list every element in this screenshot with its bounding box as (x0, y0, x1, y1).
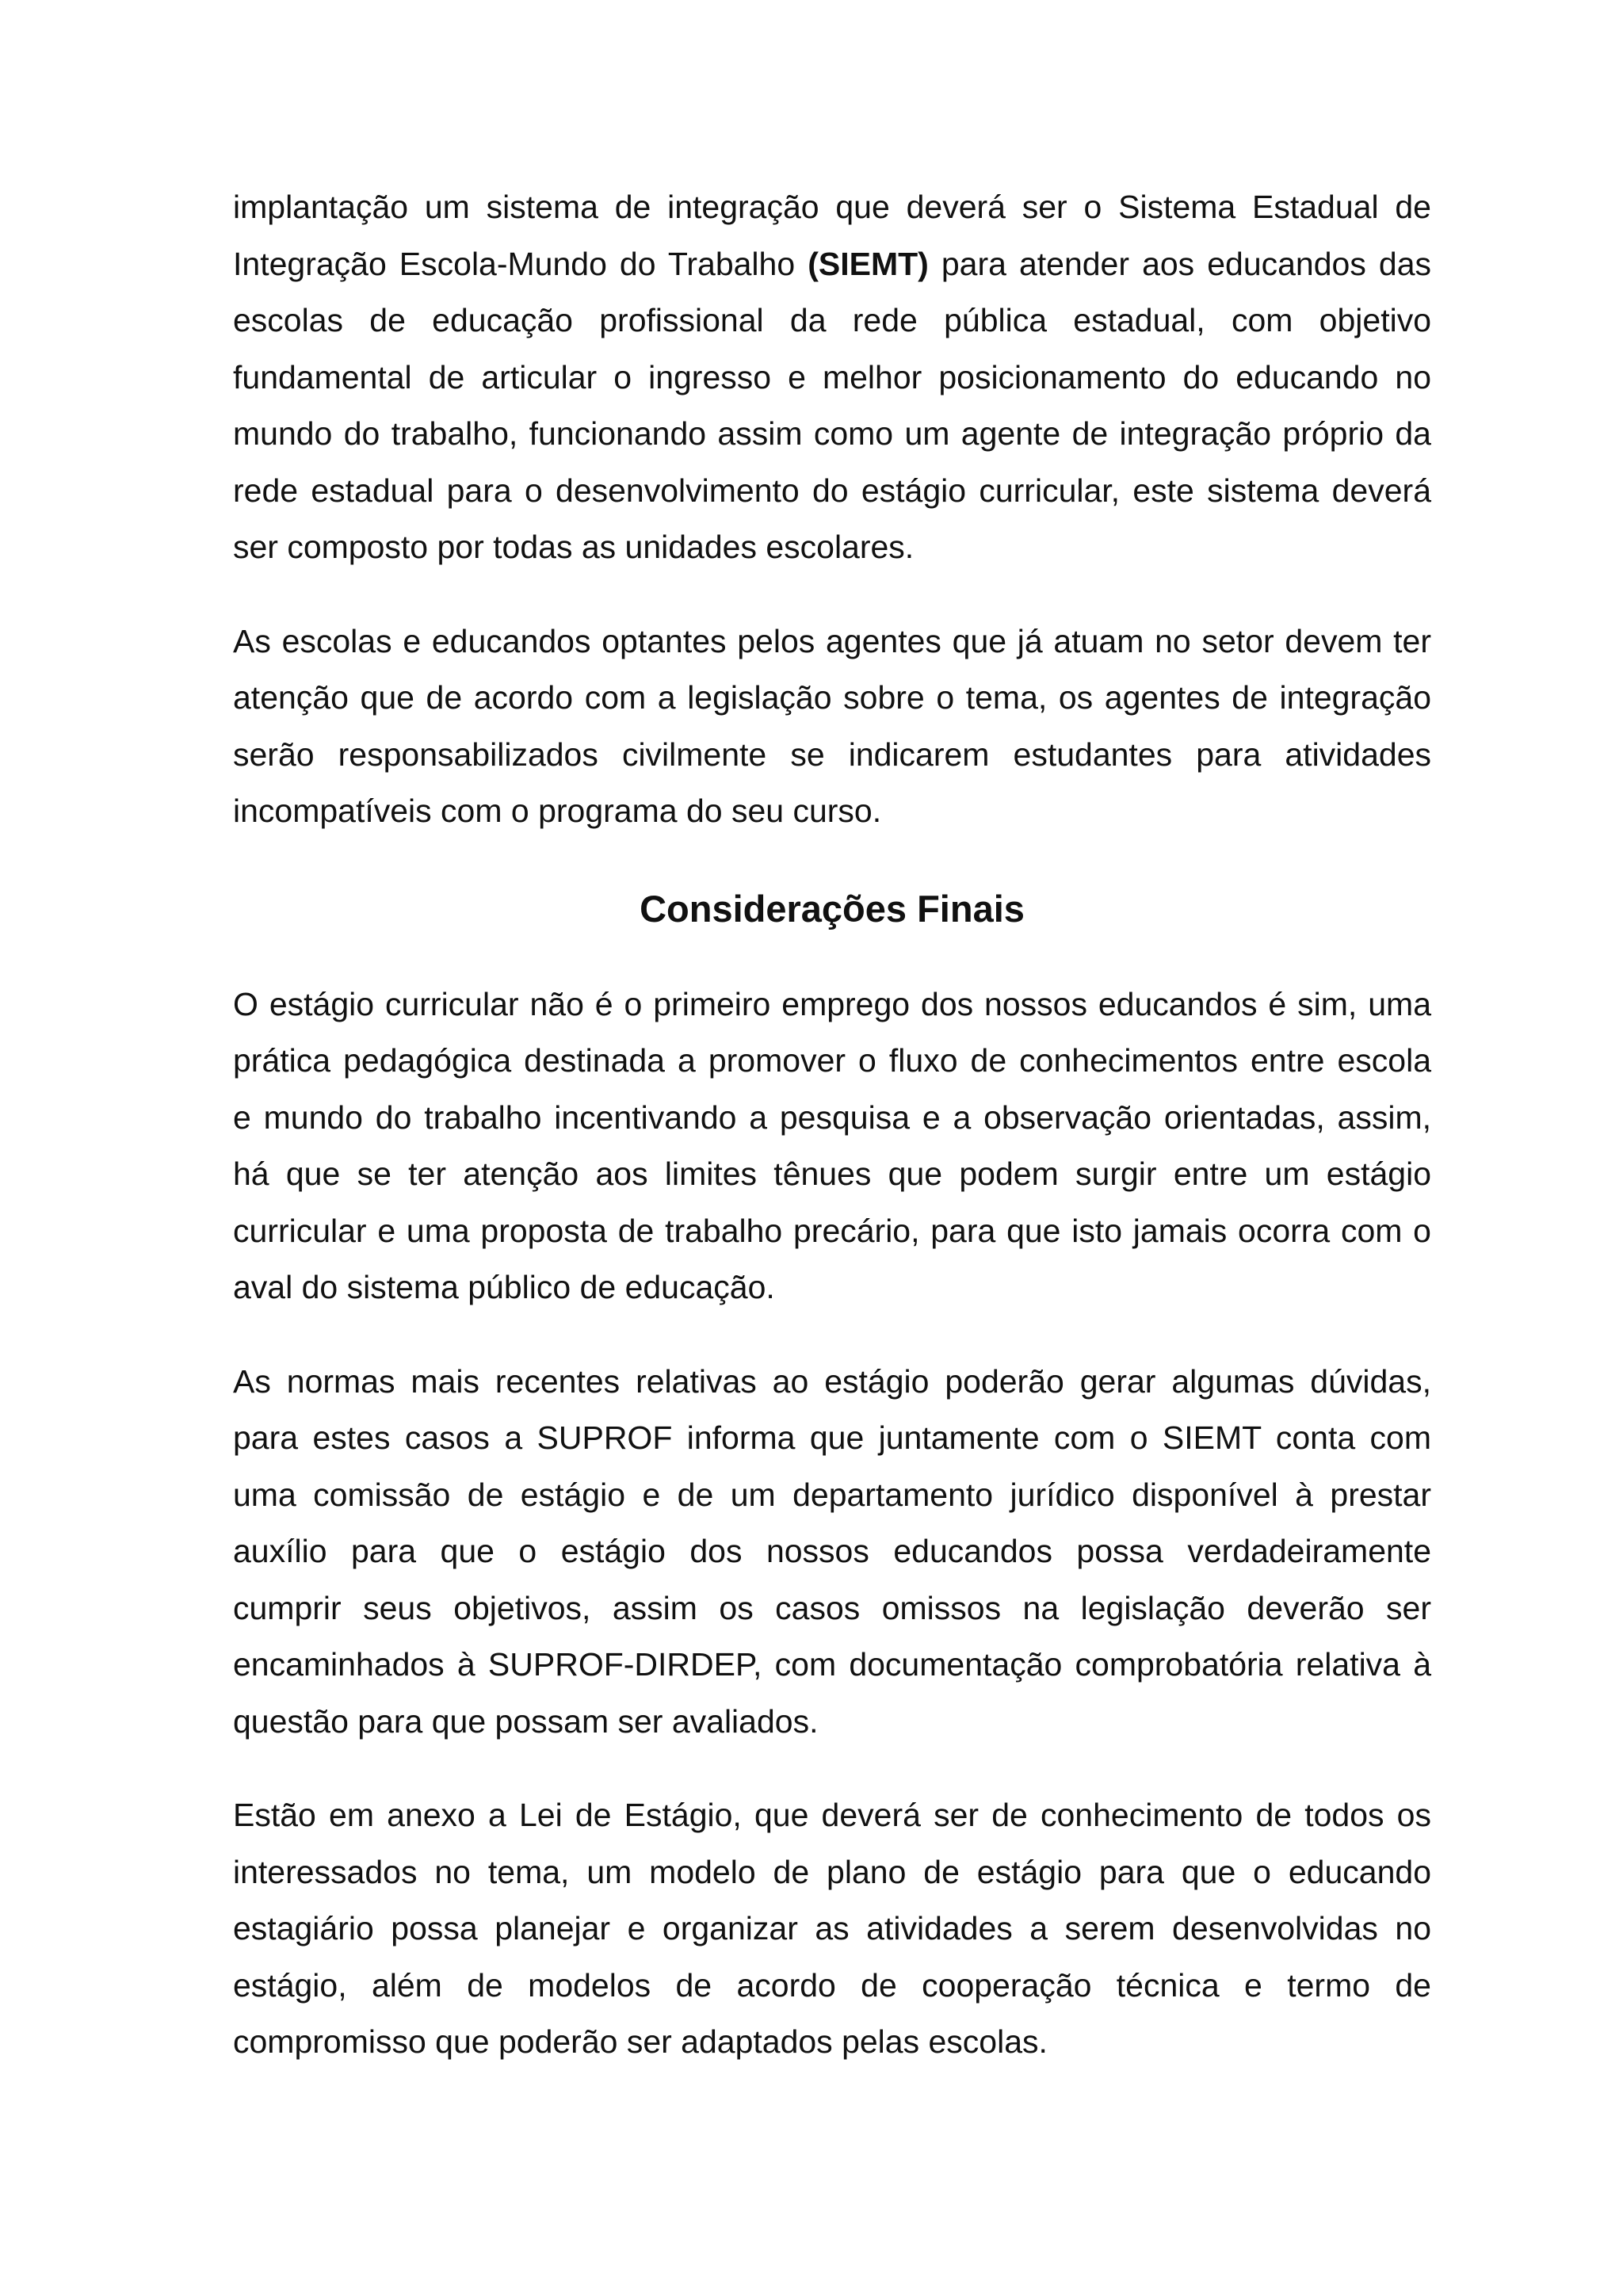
paragraph-line: estagiário possa planejar e organizar as atividades a serem desenvolvidas no (233, 1910, 1431, 1946)
paragraph-line: incompatíveis com o programa do seu curso. (233, 793, 882, 829)
paragraph-line: estágio, além de modelos de acordo de cooperação técnica e termo de (233, 1966, 1431, 2004)
paragraph-line: Integração Escola-Mundo do Trabalho (SIEMT) para atender aos educandos das (233, 245, 1431, 282)
paragraph-line: cumprir seus objetivos, assim os casos omissos na legislação deverão ser (233, 1589, 1431, 1626)
document-body (233, 179, 1431, 2108)
paragraph-line: curricular e uma proposta de trabalho precário, para que isto jamais ocorra com o (233, 1212, 1431, 1249)
paragraph-line: há que se ter atenção aos limites tênues que podem surgir entre um estágio (233, 1156, 1431, 1192)
paragraph-line: ser composto por todas as unidades escolares. (233, 529, 915, 565)
paragraph-line: auxílio para que o estágio dos nossos educandos possa verdadeiramente (233, 1533, 1431, 1569)
paragraph-line: Estão em anexo a Lei de Estágio, que deverá ser de conhecimento de todos os (233, 1797, 1431, 1833)
paragraph-line: fundamental de articular o ingresso e melhor posicionamento do educando no (233, 358, 1431, 395)
paragraph-line: implantação um sistema de integração que deverá ser o Sistema Estadual de (233, 189, 1431, 225)
paragraph-line: para estes casos a SUPROF informa que juntamente com o SIEMT conta com (233, 1419, 1431, 1456)
paragraph-line: compromisso que poderão ser adaptados pelas escolas. (233, 2023, 1048, 2060)
paragraph-line: rede estadual para o desenvolvimento do estágio curricular, este sistema deverá (233, 472, 1431, 509)
section-heading: Considerações Finais (640, 887, 1025, 930)
paragraph-line: mundo do trabalho, funcionando assim como um agente de integração próprio da (233, 415, 1431, 452)
paragraph-line: encaminhados à SUPROF-DIRDEP, com documentação comprobatória relativa à (233, 1646, 1431, 1683)
paragraph-line: As normas mais recentes relativas ao estágio poderão gerar algumas dúvidas, (233, 1362, 1431, 1400)
paragraph-estagio-curricular (233, 976, 1431, 1316)
paragraph-line: O estágio curricular não é o primeiro emprego dos nossos educandos é sim, uma (233, 985, 1431, 1022)
paragraph-line: As escolas e educandos optantes pelos agentes que já atuam no setor devem ter (233, 622, 1431, 659)
paragraph-agentes (233, 613, 1431, 840)
paragraph-line: e mundo do trabalho incentivando a pesquisa e a observação orientadas, assim, (233, 1098, 1431, 1136)
paragraph-line: aval do sistema público de educação. (233, 1269, 775, 1305)
paragraph-line: interessados no tema, um modelo de plano de estágio para que o educando (233, 1853, 1431, 1890)
paragraph-line: serão responsabilizados civilmente se indicarem estudantes para atividades (233, 735, 1431, 773)
paragraph-line: atenção que de acordo com a legislação sobre o tema, os agentes de integração (233, 679, 1431, 716)
paragraph-line: escolas de educação profissional da rede pública estadual, com objetivo (233, 302, 1431, 338)
paragraph-line: questão para que possam ser avaliados. (233, 1702, 819, 1740)
paragraph-anexos (233, 1787, 1431, 2071)
paragraph-line: prática pedagógica destinada a promover o fluxo de conhecimentos entre escola (233, 1042, 1431, 1079)
paragraph-siemt (233, 179, 1431, 576)
paragraph-line: uma comissão de estágio e de um departamento jurídico disponível à prestar (233, 1476, 1431, 1513)
paragraph-normas (233, 1354, 1431, 1751)
